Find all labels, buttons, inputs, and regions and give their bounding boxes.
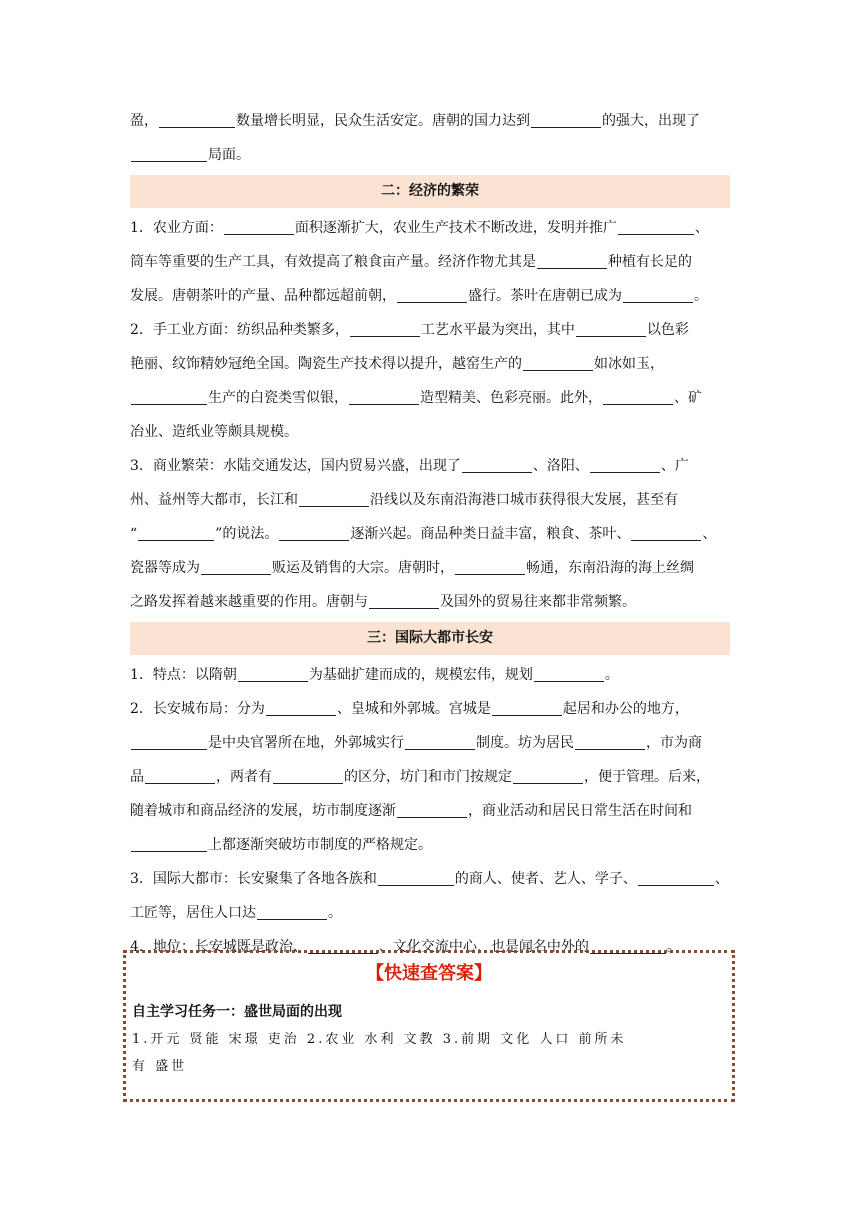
fill-blank[interactable] [534, 667, 604, 682]
text: 工匠等，居住人口达 [130, 905, 256, 921]
fill-blank[interactable] [397, 288, 467, 303]
answer-title: 【快速查答案】 [366, 963, 492, 984]
text: 以色彩 [646, 322, 689, 338]
text: ，商业活动和居民日常生活在时间和 [468, 803, 692, 819]
text: 及国外的贸易往来都非常频繁。 [440, 594, 636, 610]
section-heading-changan: 三：国际大都市长安 [130, 622, 730, 655]
fill-blank[interactable] [537, 254, 607, 269]
text: 瓷器等成为 [130, 560, 200, 576]
fill-blank[interactable] [279, 526, 349, 541]
text: 。 [328, 905, 342, 921]
text: 盈， [130, 113, 158, 129]
text: “ [130, 526, 138, 542]
text: 造型精美、色彩亮丽。此外， [420, 390, 602, 406]
fill-blank[interactable] [462, 458, 532, 473]
fill-blank[interactable] [145, 769, 215, 784]
text: 工艺水平最为突出，其中 [420, 322, 575, 338]
fill-blank[interactable] [397, 803, 467, 818]
text: 、矿 [674, 390, 702, 406]
fill-blank[interactable] [378, 871, 454, 886]
fill-blank[interactable] [590, 458, 660, 473]
fill-blank[interactable] [631, 526, 701, 541]
text: 冶业、造纸业等颇具规模。 [130, 424, 298, 440]
trade-line-1 [130, 449, 730, 483]
quick-answer-box [123, 950, 735, 1102]
section-heading-economy: 二：经济的繁荣 [130, 175, 730, 208]
fill-blank[interactable] [131, 147, 207, 162]
text: 是中央官署所在地，外郭城实行 [208, 735, 404, 751]
text: 之路发挥着越来越重要的作用。唐朝与 [130, 594, 368, 610]
text: 上都逐渐突破坊市制度的严格规定。 [208, 837, 432, 853]
text: 面积逐渐扩大，农业生产技术不断改进，发明并推广 [294, 220, 617, 236]
trade-line-3 [130, 517, 730, 551]
fill-blank[interactable] [138, 526, 214, 541]
fill-blank[interactable] [576, 322, 646, 337]
text: 3．国际大都市：长安聚集了各地各族和 [130, 871, 377, 887]
craft-line-3 [130, 381, 730, 415]
agri-line-1 [130, 211, 730, 245]
text: 、广 [660, 458, 689, 474]
text: 的强大，出现了 [602, 113, 700, 129]
text: 、皇城和外郭城。宫城是 [336, 701, 491, 717]
layout-line-5 [130, 828, 730, 862]
fill-blank[interactable] [238, 667, 308, 682]
fill-blank[interactable] [623, 288, 693, 303]
text: 生产的白瓷类雪似银， [208, 390, 348, 406]
layout-line-4 [130, 794, 730, 828]
text: 发展。唐朝茶叶的产量、品种都远超前朝， [130, 288, 396, 304]
fill-blank[interactable] [575, 735, 645, 750]
trade-line-4 [130, 551, 730, 585]
craft-line-4 [130, 415, 730, 449]
fill-blank[interactable] [224, 220, 294, 235]
fill-blank[interactable] [299, 492, 369, 507]
fill-blank[interactable] [618, 220, 694, 235]
layout-line-2 [130, 726, 730, 760]
text: 品 [130, 769, 144, 785]
text: 。 [694, 288, 708, 304]
fill-blank[interactable] [603, 390, 673, 405]
text: 1．特点：以隋朝 [130, 667, 237, 683]
text: 3．商业繁荣：水陆交通发达，国内贸易兴盛，出现了 [130, 458, 461, 474]
worksheet-body [130, 104, 730, 964]
fill-blank[interactable] [531, 113, 601, 128]
text: 州、益州等大都市，长江和 [130, 492, 298, 508]
fill-blank[interactable] [349, 390, 419, 405]
text: 局面。 [208, 147, 250, 163]
text: 的区分，坊门和市门按规定 [344, 769, 512, 785]
fill-blank[interactable] [369, 594, 439, 609]
text: 、洛阳、 [532, 458, 589, 474]
text: 艳丽、纹饰精妙冠绝全国。陶瓷生产技术得以提升，越窑生产的 [130, 356, 522, 372]
layout-line-3 [130, 760, 730, 794]
changan-line-1 [130, 658, 730, 692]
fill-blank[interactable] [159, 113, 235, 128]
intro-line-2 [130, 138, 730, 172]
text: 、 [694, 220, 709, 236]
craft-line-1 [130, 313, 730, 347]
fill-blank[interactable] [492, 701, 562, 716]
agri-line-3 [130, 279, 730, 313]
fill-blank[interactable] [405, 735, 475, 750]
text: 2．长安城布局：分为 [130, 701, 265, 717]
text: 制度。坊为居民 [476, 735, 574, 751]
craft-line-2 [130, 347, 730, 381]
text: ，两者有 [216, 769, 272, 785]
fill-blank[interactable] [273, 769, 343, 784]
text: 起居和办公的地方， [562, 701, 689, 717]
text: 逐渐兴起。商品种类日益丰富，粮食、茶叶、 [350, 526, 631, 542]
text: 为基础扩建而成的，规模宏伟，规划 [308, 667, 533, 683]
text: 。 [604, 667, 619, 683]
text: 沿线以及东南沿海港口城市获得很大发展，甚至有 [370, 492, 678, 508]
fill-blank[interactable] [638, 871, 714, 886]
text: ，市为商 [646, 735, 702, 751]
text: 4．地位：长安城既是政治、 [130, 939, 307, 955]
fill-blank[interactable] [131, 837, 207, 852]
text: 。 [666, 939, 681, 955]
text: 随着城市和商品经济的发展，坊市制度逐渐 [130, 803, 396, 819]
text: 、文化交流中心，也是闻名中外的 [378, 939, 589, 955]
trade-line-2 [130, 483, 730, 517]
layout-line-1 [130, 692, 730, 726]
text: ，便于管理。后来， [584, 769, 710, 785]
fill-blank[interactable] [350, 322, 420, 337]
fill-blank[interactable] [131, 735, 207, 750]
text: ”的说法。 [215, 526, 279, 542]
fill-blank[interactable] [266, 701, 336, 716]
text: 、 [702, 526, 717, 542]
text: 的商人、使者、艺人、学子、 [454, 871, 637, 887]
answer-line-1: 1.开元 贤能 宋璟 吏治 2.农业 水利 文教 3.前期 文化 人口 前所未 [132, 1032, 627, 1047]
metro-line-1 [130, 862, 730, 896]
text: 筒车等重要的生产工具，有效提高了粮食亩产量。经济作物尤其是 [130, 254, 536, 270]
fill-blank[interactable] [257, 905, 327, 920]
intro-line-1 [130, 104, 730, 138]
fill-blank[interactable] [523, 356, 593, 371]
fill-blank[interactable] [131, 390, 207, 405]
agri-line-2 [130, 245, 730, 279]
text: 畅通，东南沿海的海上丝绸 [526, 560, 694, 576]
text: 盛行。茶叶在唐朝已成为 [468, 288, 622, 304]
text: 、 [714, 871, 729, 887]
text: 贩运及销售的大宗。唐朝时， [272, 560, 454, 576]
text: 1．农业方面： [130, 220, 223, 236]
answer-line-2: 有 盛世 [132, 1059, 188, 1074]
text: 2．手工业方面：纺织品种类繁多， [130, 322, 349, 338]
text: 种植有长足的 [608, 254, 692, 270]
metro-line-2 [130, 896, 730, 930]
fill-blank[interactable] [513, 769, 583, 784]
answer-subtitle: 自主学习任务一：盛世局面的出现 [132, 1004, 342, 1020]
fill-blank[interactable] [201, 560, 271, 575]
trade-line-5 [130, 585, 730, 619]
text: 如冰如玉， [594, 356, 664, 372]
text: 数量增长明显，民众生活安定。唐朝的国力达到 [236, 113, 530, 129]
fill-blank[interactable] [455, 560, 525, 575]
